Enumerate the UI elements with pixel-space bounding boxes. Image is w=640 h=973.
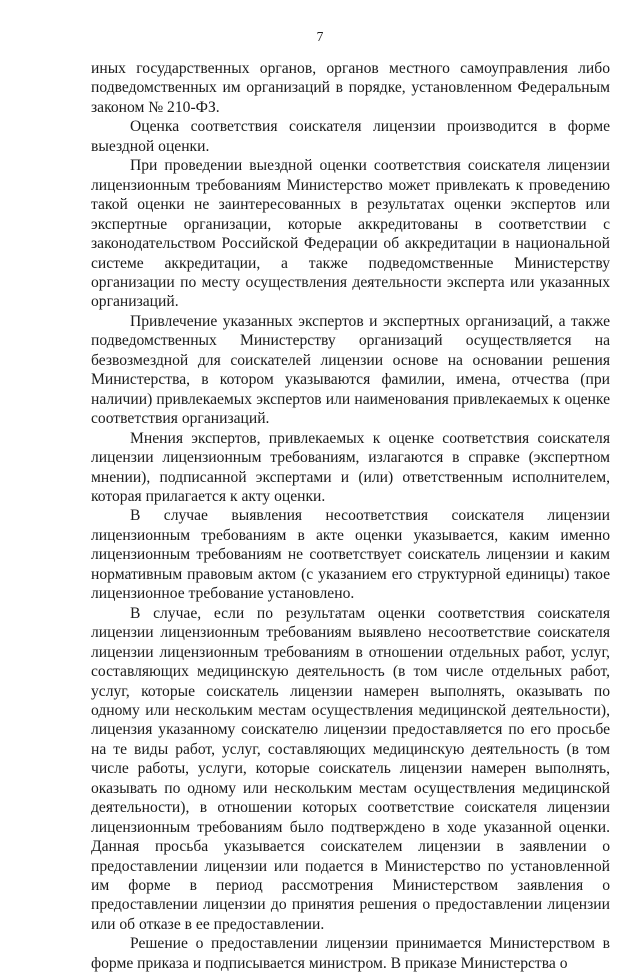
paragraph-expert-engagement-basis: Привлечение указанных экспертов и экспертных организаций, а также подведомственных Министерству организаций осуществляется на безвозмездной для соискателей лицензии основе на основании решения Министерства, в котором указываются фамилии, имена, отчества (при наличии) привлекаемых экспертов или наименования привлекаемых к оценке соответствия организаций. [91, 312, 610, 428]
paragraph-continuation: иных государственных органов, органов местного самоуправления либо подведомственных им организаций в порядке, установленном Федеральным законом № 210-ФЗ. [91, 60, 610, 116]
page-number: 7 [316, 29, 324, 44]
document-body [91, 59, 610, 973]
paragraph-partial-license: В случае, если по результатам оценки соответствия соискателя лицензии лицензионным требованиям выявлено несоответствие соискателя лицензии лицензионным требованиям в отношении отдельных работ, услуг, составляющих медицинскую деятельность (в том числе отдельных работ, услуг, которые соискатель лицензии намерен выполнять, оказывать по одному или нескольким местам осуществления медицинской деятельности), лицензия указанному соискателю лицензии предоставляется по его просьбе на те виды работ, услуг, составляющих медицинскую деятельность (в том числе работы, услуги, которые соискатель лицензии намерен выполнять, оказывать по одному или нескольким местам осуществления медицинской деятельности), в отношении которых соответствие соискателя лицензии лицензионным требованиям было подтверждено в ходе указанной оценки. Данная просьба указывается соискателем лицензии в заявлении о предоставлении лицензии или подается в Министерство по установленной им форме в период рассмотрения Министерством заявления о предоставлении лицензии до принятия решения о предоставлении лицензии или об отказе в ее предоставлении. [91, 604, 610, 933]
paragraph-expert-involvement: При проведении выездной оценки соответствия соискателя лицензии лицензионным требованиям Министерство может привлекать к проведению такой оценки не заинтересованных в результатах оценки экспертов или экспертные организации, которые аккредитованы в соответствии с законодательством Российской Федерации об аккредитации в национальной системе аккредитации, а также подведомственные Министерству организации по месту осуществления деятельности эксперта или указанных организаций. [91, 157, 610, 311]
paragraph-expert-opinions: Мнения экспертов, привлекаемых к оценке соответствия соискателя лицензии лицензионным требованиям, излагаются в справке (экспертном мнении), подписанной экспертами и (или) ответственным исполнителем, которая прилагается к акту оценки. [91, 429, 610, 505]
paragraph-assessment-form: Оценка соответствия соискателя лицензии производится в форме выездной оценки. [91, 118, 610, 155]
paragraph-decision: Решение о предоставлении лицензии принимается Министерством в форме приказа и подписывается министром. В приказе Министерства о [91, 935, 610, 972]
paragraph-nonconformity: В случае выявления несоответствия соискателя лицензии лицензионным требованиям в акте оценки указывается, каким именно лицензионным требованиям не соответствует соискатель лицензии и каким нормативным правовым актом (с указанием его структурной единицы) такое лицензионное требование установлено. [91, 507, 610, 603]
